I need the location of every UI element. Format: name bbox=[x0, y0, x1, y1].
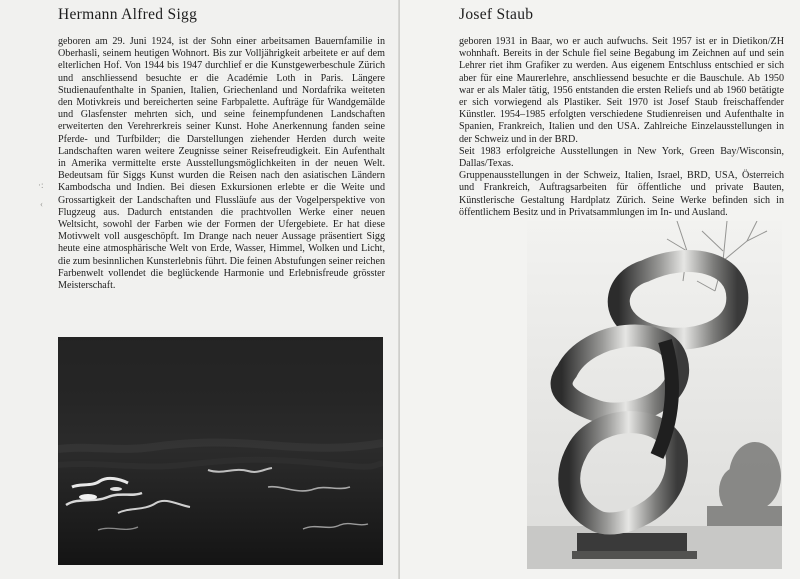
ribbon-sculpture bbox=[527, 221, 782, 569]
biography-paragraph: Gruppenausstellungen in der Schweiz, Italien, Israel, BRD, USA, Österreich und Frankreich, Auftragsarbeiten für öffentliche und private Bauten, Künstlerische Gestaltung Hardplatz Zürich. Seine Werke befinden sich in öffentlichem Besitz und in Privatsammlungen im In- und Ausland. bbox=[459, 170, 784, 218]
biography-sigg: geboren am 29. Juni 1924, ist der Sohn einer arbeitsamen Bauernfamilie in Oberhasli, seinem heutigen Wohnort. Bis zur Volljährigkeit arbeitete er auf dem elterlichen Hof. Von 1944 bis 1947 durchlief er die Kunstgewerbeschule Zürich und anschliessend besuchte er die Académie Loth in Paris. Längere Studienaufenthalte in Spanien, Italien, Griechenland und Nordafrika weiteten den Motivkreis und bereicherten seine Farbpalette. Aufträge für Wandgemälde und Glasfenster mehrten sich, und seine feinempfundenen Landschaften erweiterten den Verehrerkreis seiner Kunst. Hohe Anerkennung fanden seine Pferde- und Turfbilder; die Darstellungen ziehender Herden durch weite Landschaften waren weitere Zeugnisse seiner Reisefreudigkeit. Ein Aufenthalt in Amerika vermittelte erste Ausstellungsmöglichkeiten in der neuen Welt. Bedeutsam für Siggs Kunst wurden die Reisen nach den asiatischen Ländern Kambodscha und Indien. Bei diesen Exkursionen erlebte er die Weite und Grossartigkeit der Landschaften und Flussläufe aus der Vogelperspektive von Flugzeug aus. Dadurch entstanden die prachtvollen Werke einer neuen Weltsicht, sowohl der Farben wie der Formen der Ufergebiete. Er hat diese Motivwelt voll ausgeschöpft. Im Drange nach neuer Aussage präsentiert Sigg heute eine atmosphärische Welt von Erde, Wasser, Himmel, Wolken und Licht, die zum besinnlichen Kunsterlebnis führt. Die feinen Abstufungen seiner reichen Farbenwelt vollendet die beglückende Harmonie und Erlebnisfreude grösster Meisterschaft. bbox=[58, 36, 385, 292]
margin-mark: ‹ bbox=[40, 199, 43, 209]
pedestal bbox=[577, 533, 687, 553]
aerial-river-painting bbox=[58, 337, 383, 565]
artist-title-sigg: Hermann Alfred Sigg bbox=[58, 6, 198, 23]
biography-paragraph: Seit 1983 erfolgreiche Ausstellungen in New York, Green Bay/Wisconsin, Dallas/Texas. bbox=[459, 145, 784, 170]
landscape-photo bbox=[58, 337, 383, 565]
sculpture-photo bbox=[527, 221, 782, 569]
biography-staub bbox=[459, 36, 784, 219]
biography-paragraph: geboren 1931 in Baar, wo er auch aufwuchs. Seit 1957 ist er in Dietikon/ZH wohnhaft. Bereits in der Schule fiel seine Begabung im Zeichnen auf und sein Lehrer riet ihm Grafiker zu werden. Aus eigenem Entschluss entschied er sich aber für eine Maurerlehre, anschliessend besuchte er die Bauschule. Ab 1950 war er als Maler tätig, 1956 entstanden die ersten Reliefs und ab 1960 betätigte er sich vorwiegend als Plastiker. Seit 1970 ist Josef Staub freischaffender Künstler. 1954–1985 erfolgten verschiedene Studienreisen und Aufenthalte in Spanien, Frankreich, Italien und den USA. Zahlreiche Einzelausstellungen in der Schweiz und in der BRD. bbox=[459, 36, 784, 145]
artist-title-staub: Josef Staub bbox=[459, 6, 534, 23]
margin-mark: ·: bbox=[38, 180, 44, 190]
